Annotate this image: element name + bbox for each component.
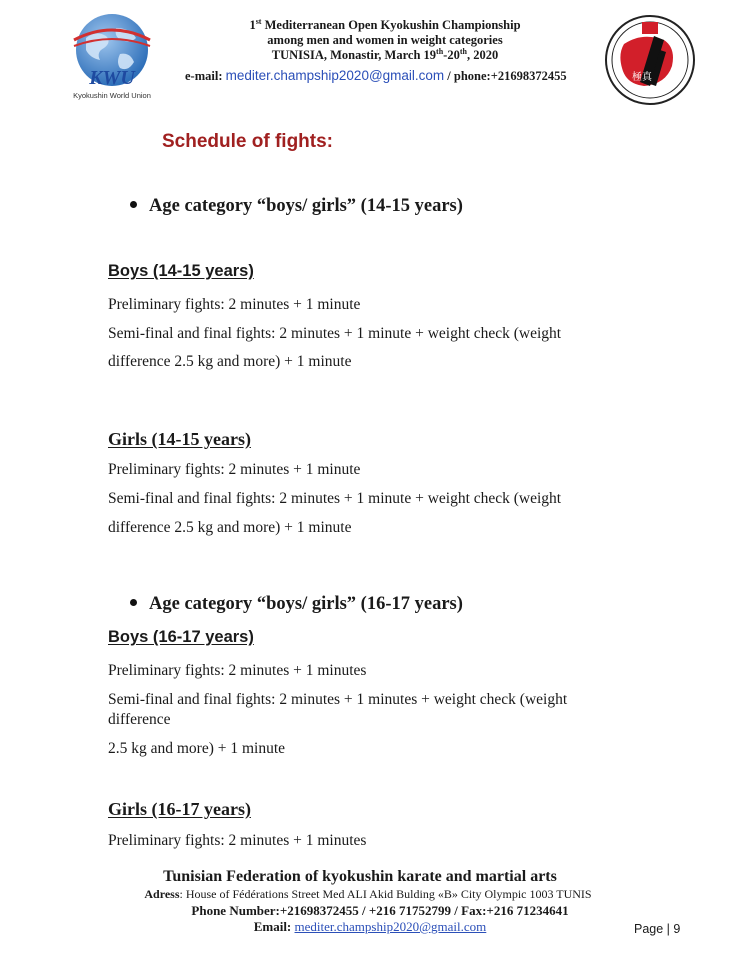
kwu-logo-caption: Kyokushin World Union bbox=[73, 91, 151, 100]
footer-address: Adress: House of Fédérations Street Med ALI Akid Bulding «B» City Olympic 1003 TUNIS bbox=[144, 887, 592, 901]
age-category-bullet: Age category “boys/ girls” (14-15 years) bbox=[130, 196, 463, 217]
footer-email: Email: mediter.champship2020@gmail.com bbox=[253, 919, 487, 934]
group-heading: Girls (16-17 years) bbox=[108, 799, 251, 819]
footer-phones: Phone Number:+21698372455 / +216 71752799 / Fax:+216 71234641 bbox=[191, 903, 569, 918]
kyokushin-emblem-text: 極真 bbox=[632, 72, 652, 83]
text-line: difference 2.5 kg and more) + 1 minute bbox=[108, 353, 352, 370]
championship-location: TUNISIA, Monastir, March 19th-20th, 2020 bbox=[271, 46, 499, 62]
championship-title: 1st Mediterranean Open Kyokushin Championship bbox=[249, 16, 521, 32]
text-line: Semi-final and final fights: 2 minutes + 1 minute + weight check (weight bbox=[108, 490, 562, 507]
text-line: difference 2.5 kg and more) + 1 minute bbox=[108, 519, 352, 536]
group-heading: Girls (14-15 years) bbox=[108, 429, 251, 449]
group-heading: Boys (16-17 years) bbox=[108, 628, 254, 646]
header-contact: e-mail: mediter.champship2020@gmail.com / phone:+21698372455 bbox=[185, 68, 567, 83]
text-line: Semi-final and final fights: 2 minutes + 1 minutes + weight check (weight bbox=[108, 691, 568, 708]
footer-organization: Tunisian Federation of kyokushin karate and martial arts bbox=[163, 868, 557, 885]
text-line: Preliminary fights: 2 minutes + 1 minute bbox=[108, 461, 361, 478]
page-number: Page | 9 bbox=[634, 922, 681, 936]
bullet-dot-icon bbox=[130, 201, 137, 208]
text-line: Semi-final and final fights: 2 minutes + 1 minute + weight check (weight bbox=[108, 325, 562, 342]
text-line: difference bbox=[108, 711, 171, 728]
championship-subtitle: among men and women in weight categories bbox=[267, 33, 503, 47]
kwu-logo-text: KWU bbox=[89, 67, 135, 89]
age-category-bullet: Age category “boys/ girls” (16-17 years) bbox=[130, 594, 463, 615]
text-line: Preliminary fights: 2 minutes + 1 minutes bbox=[108, 832, 367, 849]
footer-email-link[interactable]: mediter.champship2020@gmail.com bbox=[294, 919, 487, 934]
text-line: Preliminary fights: 2 minutes + 1 minute bbox=[108, 296, 361, 313]
schedule-title: Schedule of fights: bbox=[162, 131, 333, 152]
kwu-logo bbox=[64, 10, 160, 102]
text-line: 2.5 kg and more) + 1 minute bbox=[108, 740, 286, 757]
text-line: Preliminary fights: 2 minutes + 1 minutes bbox=[108, 662, 367, 679]
header-email-link[interactable]: mediter.champship2020@gmail.com bbox=[225, 68, 445, 83]
group-heading: Boys (14-15 years) bbox=[108, 262, 254, 280]
bullet-dot-icon bbox=[130, 599, 137, 606]
